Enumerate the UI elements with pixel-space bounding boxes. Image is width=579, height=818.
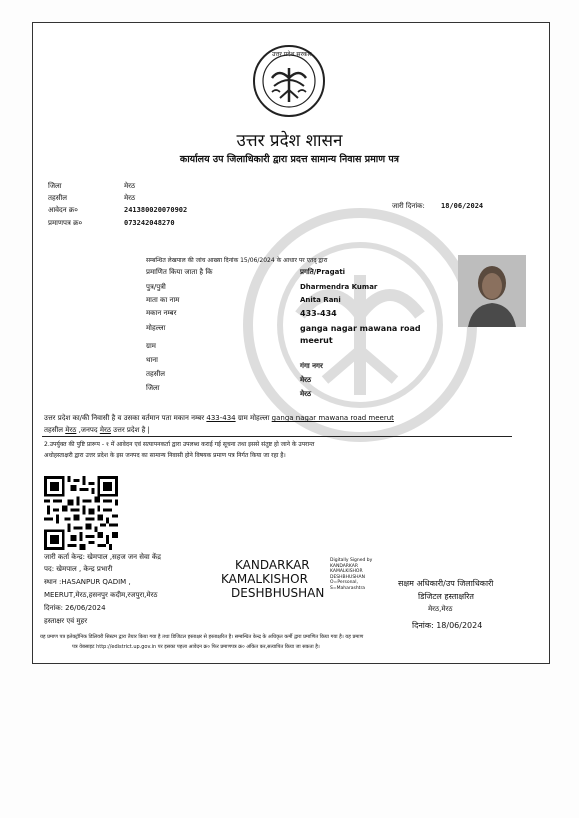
detail-value: meerut — [300, 336, 333, 345]
digital-signature-line: KAMALKISHOR — [330, 569, 363, 575]
tehsil-label: तहसील — [48, 194, 67, 202]
body-text: उत्तर प्रदेश का/की निवासी है व उसका वर्तमान पता मकान नम्बर — [44, 414, 207, 422]
issuer-line-5: दिनांक: 26/06/2024 — [44, 604, 106, 612]
body-paragraph-1 — [44, 414, 394, 423]
issuer-line-4: MEERUT,मेरठ,हसनपुर कदीम,रजपुरा,मेरठ — [44, 591, 158, 599]
detail-label: थाना — [146, 356, 158, 364]
district-value: मेरठ — [124, 182, 136, 190]
signer-name-line: DESHBHUSHAN — [231, 586, 325, 600]
signer-name-line: KAMALKISHOR — [221, 572, 308, 586]
detail-label: मकान नम्बर — [146, 309, 177, 317]
page-title: उत्तर प्रदेश शासन — [236, 131, 343, 151]
detail-label: माता का नाम — [146, 296, 180, 304]
body-paragraph-2-line-2: अधोहस्ताक्षरी द्वारा उत्तर प्रदेश के इस जनपद का सामान्य निवासी होने विषयक प्रमाण पत्र निर्गत किया जा रहा है। — [44, 452, 286, 459]
application-label: आवेदन क्र० — [48, 206, 78, 214]
district-label: जिला — [48, 182, 62, 190]
detail-label: जिला — [146, 384, 160, 392]
emblem-text: उत्तर प्रदेश सरकार — [272, 51, 312, 58]
digital-signature-line: DESHBHUSHAN — [330, 574, 365, 580]
issue-date-value: 18/06/2024 — [441, 202, 484, 210]
detail-value: मेरठ — [300, 376, 312, 384]
intro-line-2: प्रमाणित किया जाता है कि — [146, 268, 213, 276]
footer-line-1: यह प्रमाण पत्र इलेक्ट्रॉनिक डिलिवरी सिस्टम द्वारा तैयार किया गया है तथा डिजिटल हस्ताक्षर से हस्ताक्षरित है। सम्बन्धित केन्द्र के अधिकृत कर्मी द्वारा प्रमाणित किया गया है। यह प्रमाण — [40, 634, 364, 640]
authority-line-2: डिजिटल हस्ताक्षरित — [418, 592, 474, 601]
qr-code — [44, 476, 118, 550]
detail-value: Anita Rani — [300, 296, 341, 304]
signer-name — [221, 558, 325, 600]
body-text: ग्राम मोहल्ला — [235, 414, 272, 422]
issuer-line-1: जारी कर्ता केन्द्र: खेमपाल ,सहज जन सेवा केंद्र — [44, 553, 161, 561]
digital-signature-line: O=Personal, — [330, 580, 358, 586]
body-text: उत्तर प्रदेश है | — [110, 426, 150, 434]
detail-value: ganga nagar mawana road — [300, 324, 421, 333]
district-underlined: मेरठ — [99, 426, 111, 434]
detail-value: प्रगति/Pragati — [300, 268, 346, 276]
tehsil-value: मेरठ — [124, 194, 136, 202]
detail-value: गंगा नगर — [300, 362, 323, 370]
body-text: तहसील — [44, 426, 66, 434]
digital-signature-line: S=Maharashtra — [330, 585, 366, 591]
certificate-value: 073242048270 — [124, 219, 175, 227]
authority-line-3: मेरठ,मेरठ — [428, 605, 453, 613]
intro-line-1: सम्बन्धित लेखपाल की जांच आख्या दिनांक 15/06/2024 के आधार पर एतद् द्वारा — [146, 257, 328, 264]
authority-line-1: सक्षम अधिकारी/उप जिलाधिकारी — [398, 579, 494, 588]
detail-value: 433-434 — [300, 309, 337, 318]
detail-label: पुत्र/पुत्री — [146, 283, 166, 291]
authority-line-4: दिनांक: 18/06/2024 — [412, 621, 483, 630]
digital-signature-line: KANDARKAR — [330, 563, 358, 569]
body-text: ,जनपद — [76, 426, 100, 434]
house-number-underlined: 433-434 — [206, 414, 236, 422]
signer-name-line: KANDARKAR — [235, 558, 310, 572]
detail-label: मोहल्ला — [146, 324, 166, 332]
tehsil-underlined: मेरठ — [65, 426, 77, 434]
detail-value: मेरठ — [300, 390, 312, 398]
detail-label: ग्राम — [146, 342, 156, 350]
mohalla-underlined: ganga nagar mawana road meerut — [271, 414, 394, 422]
detail-label: तहसील — [146, 370, 165, 378]
detail-value: Dharmendra Kumar — [300, 283, 378, 291]
footer-line-2: पत्र वेबसाइट http://edistrict.up.gov.in पर इसका पहला आवेदन क्र० फिर प्रमाणपत्र क्र० अंकित कर,सत्यापित किया जा सकता है। — [72, 644, 320, 650]
body-paragraph-2-line-1: 2.उपर्युक्त की पुष्टि प्रारूप - १ में आवेदन एवं सत्यापनकर्ता द्वारा उपलब्ध कराई गई सूचना तथा इससे संतुष्ट हो जाने के उपरान्त — [44, 441, 315, 448]
application-value: 241380020070902 — [124, 206, 188, 214]
issuer-line-6: हस्ताक्षर एवं मुहर — [44, 617, 88, 625]
issuer-line-2: पद: खेमपाल , केन्द्र प्रभारी — [44, 565, 113, 573]
divider — [42, 436, 512, 437]
issue-date-label: जारी दिनांक: — [392, 202, 425, 210]
issuer-line-3: स्थान :HASANPUR QADIM , — [44, 578, 131, 586]
digital-signature-line: Digitally Signed by — [330, 558, 373, 563]
body-paragraph-1-cont — [44, 426, 150, 435]
page-subtitle: कार्यालय उप जिलाधिकारी द्वारा प्रदत्त सामान्य निवास प्रमाण पत्र — [179, 154, 400, 165]
applicant-photo — [458, 255, 526, 327]
certificate-label: प्रमाणपत्र क्र० — [48, 219, 83, 227]
digital-signature-details — [330, 558, 372, 592]
